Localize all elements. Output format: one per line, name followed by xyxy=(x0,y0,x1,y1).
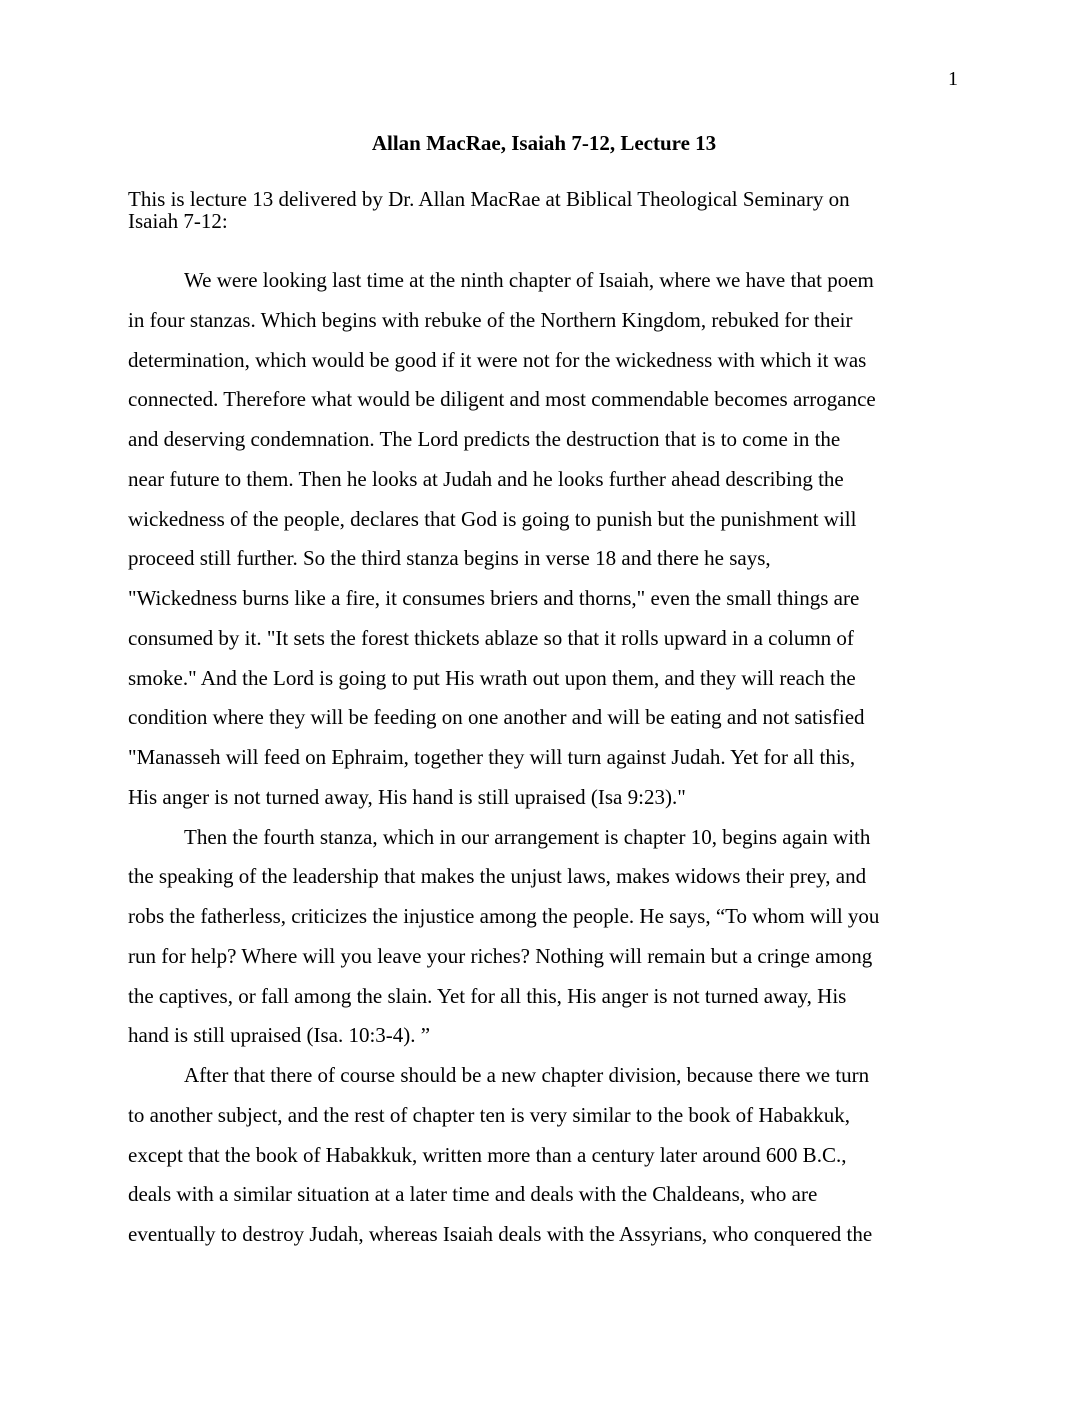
text-line: determination, which would be good if it were not for the wickedness with which it was xyxy=(128,347,867,372)
text-line: to another subject, and the rest of chapter ten is very similar to the book of Habakkuk, xyxy=(128,1102,850,1127)
text-line: the captives, or fall among the slain. Yet for all this, His anger is not turned away, His xyxy=(128,983,847,1008)
paragraph xyxy=(128,261,879,818)
text-line: smoke." And the Lord is going to put His wrath out upon them, and they will reach the xyxy=(128,665,856,690)
text-line: "Manasseh will feed on Ephraim, together they will turn against Judah. Yet for all this, xyxy=(128,745,856,769)
text-line: His anger is not turned away, His hand is still upraised (Isa 9:23)." xyxy=(128,784,686,809)
text-line: wickedness of the people, declares that God is going to punish but the punishment will xyxy=(128,506,857,531)
intro-paragraph xyxy=(128,188,850,232)
text-line: hand is still upraised (Isa. 10:3-4). ” xyxy=(128,1023,431,1048)
text-line: the speaking of the leadership that makes the unjust laws, makes widows their prey, and xyxy=(128,864,867,889)
text-line: run for help? Where will you leave your riches? Nothing will remain but a cringe among xyxy=(128,943,873,968)
paragraph xyxy=(128,818,879,1057)
text-line: Isaiah 7-12: xyxy=(128,209,228,233)
text-line: condition where they will be feeding on one another and will be eating and not satisfied xyxy=(128,705,865,730)
text-line: except that the book of Habakkuk, written more than a century later around 600 B.C., xyxy=(128,1142,847,1167)
text-line: This is lecture 13 delivered by Dr. Allan MacRae at Biblical Theological Seminary on xyxy=(128,187,850,211)
text-line: After that there of course should be a new chapter division, because there we turn xyxy=(184,1063,870,1087)
document-body xyxy=(128,261,879,1255)
paragraph xyxy=(128,1056,879,1255)
text-line: robs the fatherless, criticizes the injustice among the people. He says, “To whom will you xyxy=(128,904,880,928)
text-line: proceed still further. So the third stanza begins in verse 18 and there he says, xyxy=(128,546,771,571)
text-line: in four stanzas. Which begins with rebuke of the Northern Kingdom, rebuked for their xyxy=(128,307,853,332)
text-line: "Wickedness burns like a fire, it consumes briers and thorns," even the small things are xyxy=(128,586,860,610)
text-line: connected. Therefore what would be diligent and most commendable becomes arrogance xyxy=(128,387,876,412)
text-line: deals with a similar situation at a later time and deals with the Chaldeans, who are xyxy=(128,1182,818,1207)
text-line: Then the fourth stanza, which in our arrangement is chapter 10, begins again with xyxy=(184,824,871,849)
text-line: eventually to destroy Judah, whereas Isaiah deals with the Assyrians, who conquered the xyxy=(128,1222,873,1246)
text-line: We were looking last time at the ninth chapter of Isaiah, where we have that poem xyxy=(184,268,874,292)
text-line: near future to them. Then he looks at Judah and he looks further ahead describing the xyxy=(128,466,844,491)
text-line: and deserving condemnation. The Lord predicts the destruction that is to come in the xyxy=(128,427,841,451)
page-number: 1 xyxy=(948,68,958,90)
text-line: consumed by it. "It sets the forest thickets ablaze so that it rolls upward in a column of xyxy=(128,625,854,650)
document-title: Allan MacRae, Isaiah 7-12, Lecture 13 xyxy=(371,131,717,155)
